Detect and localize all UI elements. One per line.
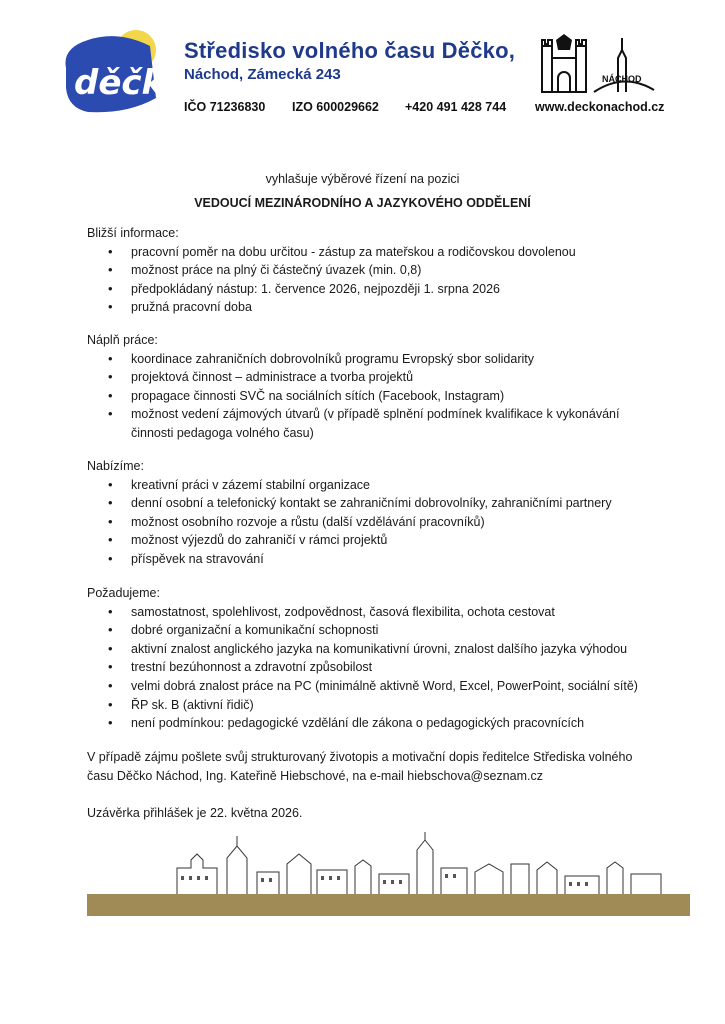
list-item: • není podmínkou: pedagogické vzdělání dle zákona o pedagogických pracovnících	[87, 714, 647, 733]
list-item: • dobré organizační a komunikační schopnosti	[87, 621, 647, 640]
decko-logo	[58, 28, 187, 118]
nachod-crest-icon	[538, 32, 658, 98]
list-item: • možnost vedení zájmových útvarů (v případě splnění podmínek kvalifikace k vykonávání činnosti pedagoga volného času)	[87, 405, 647, 442]
list-item: • kreativní práci v zázemí stabilní organizace	[87, 476, 647, 495]
section-requirements	[87, 584, 647, 733]
section-offer	[87, 457, 647, 569]
logo-text: děčko	[74, 63, 187, 103]
phone-number: +420 491 428 744	[405, 100, 507, 114]
list-item: • pracovní poměr na dobu určitou - zástup za mateřskou a rodičovskou dovolenou	[87, 243, 647, 262]
section-details	[87, 224, 647, 317]
list-item: • pružná pracovní doba	[87, 298, 647, 317]
letterhead	[0, 0, 725, 130]
bullet-list	[87, 476, 647, 569]
website-link[interactable]: www.deckonachod.cz	[535, 100, 665, 114]
section-heading: Požadujeme:	[87, 586, 160, 600]
section-heading: Náplň práce:	[87, 333, 158, 347]
contact-line	[184, 100, 664, 118]
list-item: • možnost práce na plný či částečný úvazek (min. 0,8)	[87, 261, 647, 280]
list-item: • propagace činnosti SVČ na sociálních sítích (Facebook, Instagram)	[87, 387, 647, 406]
list-item: • denní osobní a telefonický kontakt se zahraničními dobrovolníky, zahraničními partnery	[87, 494, 647, 513]
list-item: • aktivní znalost anglického jazyka na komunikativní úrovni, znalost dalšího jazyka výhodou	[87, 640, 647, 659]
list-item: • příspěvek na stravování	[87, 550, 647, 569]
izo-number: IZO 600029662	[292, 100, 379, 114]
position-title: VEDOUCÍ MEZINÁRODNÍHO A JAZYKOVÉHO ODDĚLENÍ	[194, 196, 531, 210]
list-item: • trestní bezúhonnost a zdravotní způsobilost	[87, 658, 647, 677]
intro-line: vyhlašuje výběrové řízení na pozici	[265, 172, 460, 186]
org-address: Náchod, Zámecká 243	[184, 66, 341, 83]
contact-paragraph: V případě zájmu pošlete svůj strukturovaný životopis a motivační dopis ředitelce Střediska volného času Děčko Náchod, Ing. Kateřině Hiebschové, na e-mail hiebschova@seznam.cz	[87, 750, 633, 783]
bullet-list	[87, 350, 647, 443]
list-item: • možnost osobního rozvoje a růstu (další vzdělávání pracovníků)	[87, 513, 647, 532]
list-item: • projektová činnost – administrace a tvorba projektů	[87, 368, 647, 387]
list-item: • koordinace zahraničních dobrovolníků programu Evropský sbor solidarity	[87, 350, 647, 369]
list-item: • samostatnost, spolehlivost, zodpovědnost, časová flexibilita, ochota cestovat	[87, 603, 647, 622]
section-heading: Nabízíme:	[87, 459, 144, 473]
deadline-text: Uzávěrka přihlášek je 22. května 2026.	[87, 806, 303, 820]
bullet-list	[87, 603, 647, 733]
list-item: • ŘP sk. B (aktivní řidič)	[87, 696, 647, 715]
list-item: • předpokládaný nástup: 1. července 2026, nejpozději 1. srpna 2026	[87, 280, 647, 299]
list-item: • možnost výjezdů do zahraničí v rámci projektů	[87, 531, 647, 550]
town-skyline-illustration	[87, 832, 690, 918]
list-item: • velmi dobrá znalost práce na PC (minimálně aktivně Word, Excel, PowerPoint, sociální sítě)	[87, 677, 647, 696]
org-name: Středisko volného času Děčko,	[184, 38, 516, 63]
ico-number: IČO 71236830	[184, 100, 266, 114]
bullet-list	[87, 243, 647, 317]
crest-label: NÁCHOD	[602, 74, 642, 84]
skyline-ground	[87, 894, 690, 916]
section-duties	[87, 331, 647, 443]
section-heading: Bližší informace:	[87, 226, 179, 240]
